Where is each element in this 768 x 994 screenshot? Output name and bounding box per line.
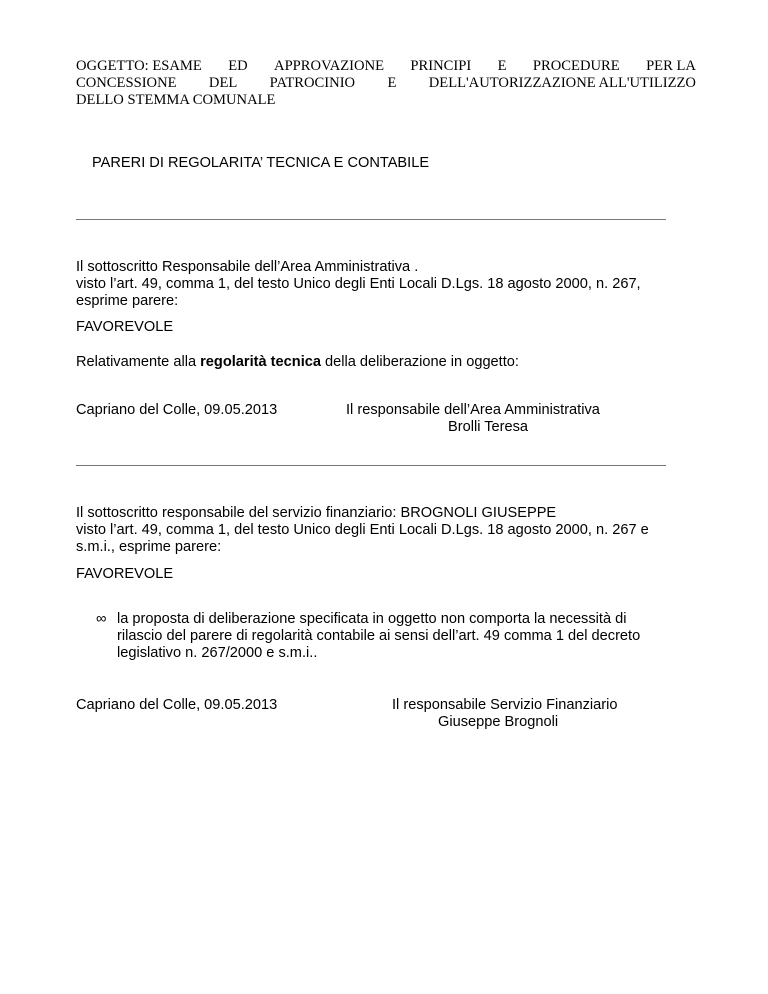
technical-outcome: FAVOREVOLE: [76, 319, 174, 335]
bold-fragment: regolarità tecnica: [200, 354, 321, 370]
subject-word: E: [387, 75, 397, 91]
divider: [76, 465, 666, 466]
technical-regularity-line: [76, 354, 696, 371]
subject-word: PER LA: [646, 58, 696, 74]
text-fragment: Relativamente alla: [76, 354, 201, 370]
text-line: rilascio del parere di regolarità contabile ai sensi dell’art. 49 comma 1 del decreto: [117, 628, 641, 644]
subject-word: DELL'AUTORIZZAZIONE ALL'UTILIZZO: [428, 75, 696, 91]
subject-word: CONCESSIONE: [76, 75, 177, 91]
text-line: Il sottoscritto responsabile del servizio finanziario: BROGNOLI GIUSEPPE: [76, 505, 557, 521]
subject-word: PATROCINIO: [269, 75, 356, 91]
signer-name: Giuseppe Brognoli: [438, 714, 559, 730]
subject-line-1: [76, 58, 696, 75]
divider: [76, 219, 666, 220]
text-line: s.m.i., esprime parere:: [76, 539, 222, 555]
subject-word: PROCEDURE: [532, 58, 620, 74]
infinity-bullet-icon: ∞: [96, 611, 107, 627]
bullet-text: [117, 611, 697, 662]
place-date: Capriano del Colle, 09.05.2013: [76, 402, 278, 418]
subject-block: [76, 58, 696, 109]
subject-word: E: [497, 58, 507, 74]
technical-opinion-text: [76, 259, 696, 310]
text-fragment: della deliberazione in oggetto:: [320, 354, 519, 370]
subject-word: ED: [228, 58, 248, 74]
subject-word: OGGETTO: ESAME: [76, 58, 202, 74]
place-date: Capriano del Colle, 09.05.2013: [76, 697, 278, 713]
signer-title: Il responsabile Servizio Finanziario: [392, 697, 618, 713]
subject-word: DEL: [208, 75, 238, 91]
signer-title: Il responsabile dell’Area Amministrativa: [346, 402, 600, 418]
subject-word: APPROVAZIONE: [274, 58, 385, 74]
text-line: legislativo n. 267/2000 e s.m.i..: [117, 645, 318, 661]
text-line: visto l’art. 49, comma 1, del testo Unico degli Enti Locali D.Lgs. 18 agosto 2000, n. 267,: [76, 276, 641, 292]
subject-word: PRINCIPI: [410, 58, 472, 74]
text-line: la proposta di deliberazione specificata in oggetto non comporta la necessità di: [117, 611, 627, 627]
financial-outcome: FAVOREVOLE: [76, 566, 174, 582]
text-line: visto l’art. 49, comma 1, del testo Unico degli Enti Locali D.Lgs. 18 agosto 2000, n. 267 e: [76, 522, 649, 538]
subject-line-3: DELLO STEMMA COMUNALE: [76, 92, 276, 108]
financial-opinion-text: [76, 505, 696, 556]
signer-name: Brolli Teresa: [448, 419, 529, 435]
text-line: Il sottoscritto Responsabile dell’Area Amministrativa .: [76, 259, 419, 275]
section-heading: PARERI DI REGOLARITA’ TECNICA E CONTABILE: [92, 155, 430, 171]
subject-line-2: [76, 75, 696, 92]
text-line: esprime parere:: [76, 293, 179, 309]
